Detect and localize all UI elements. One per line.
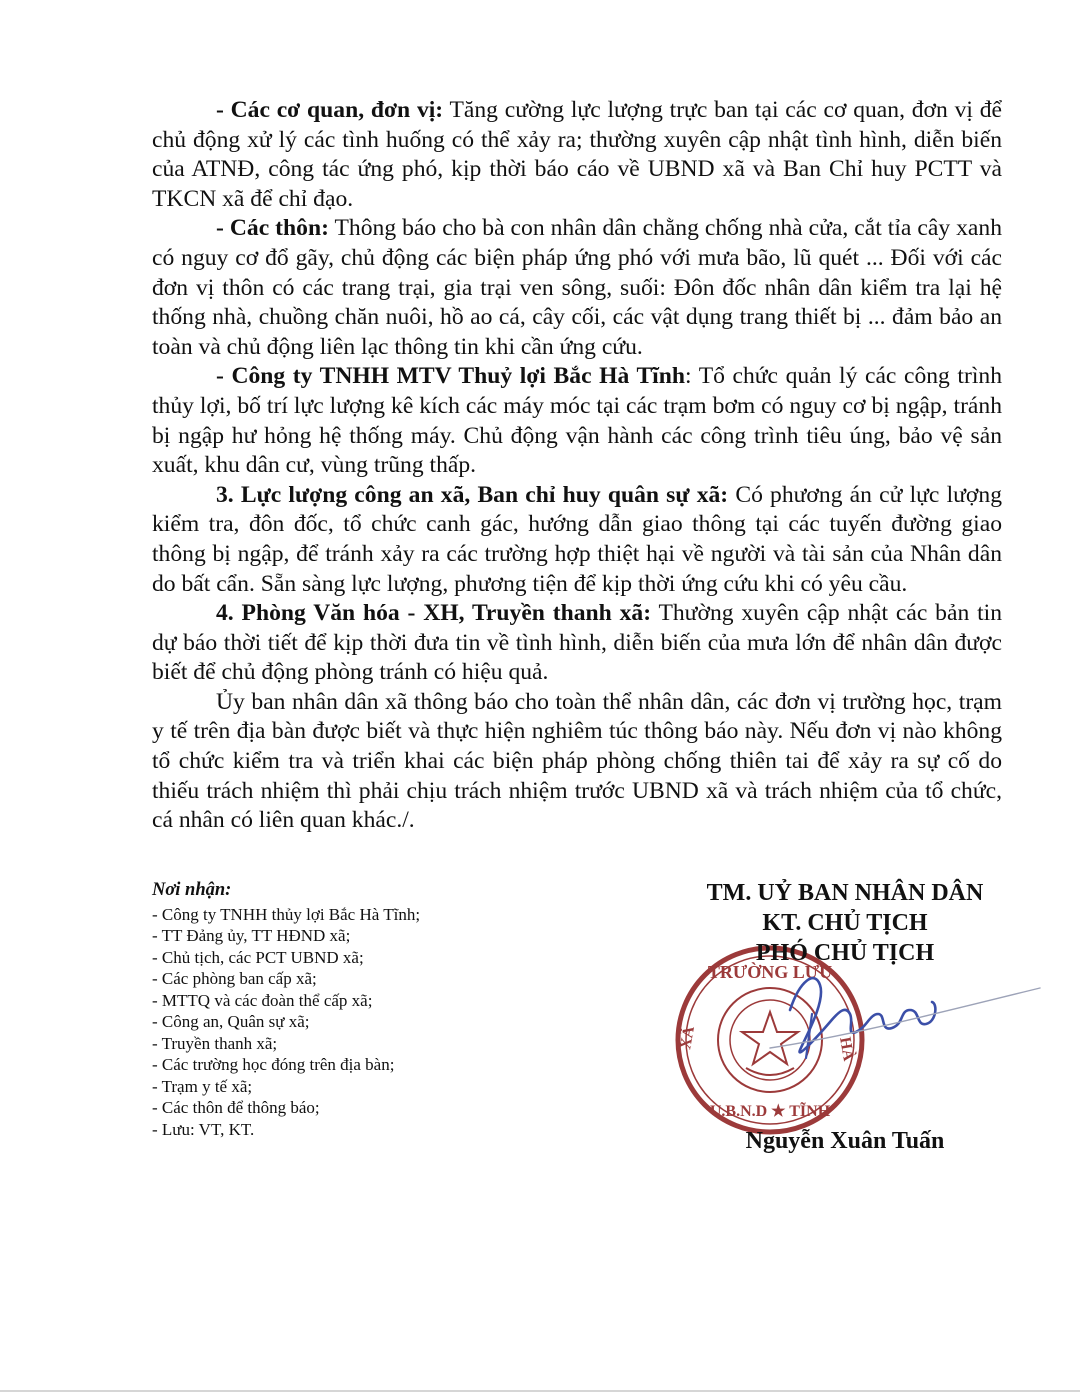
paragraph-van-hoa [152,599,1002,688]
recipient-item: - Các trường học đóng trên địa bàn; [152,1055,395,1074]
recipient-item: - Trạm y tế xã; [152,1076,253,1096]
recipients-heading: Nơi nhận: [152,880,232,900]
svg-text:HÀ: HÀ [836,1035,857,1063]
recipient-item: - Các phòng ban cấp xã; [152,969,317,988]
recipient-item: - Lưu: VT, KT. [152,1119,255,1139]
signature-title-line-3: PHÓ CHỦ TỊCH [755,940,935,966]
paragraph-closing [152,688,1002,836]
paragraph-heading: 3. Lực lượng công an xã, Ban chỉ huy quân sự xã: [216,481,729,508]
paragraph-heading: - Các thôn: [216,215,329,242]
recipient-item: - Công an, Quân sự xã; [152,1012,310,1031]
paragraph-cac-thon [152,214,1002,362]
recipient-item: - TT Đảng ủy, TT HĐND xã; [152,926,351,945]
paragraph-heading: - Công ty TNHH MTV Thuỷ lợi Bắc Hà Tĩnh [216,363,685,390]
signature-title-line-2: KT. CHỦ TỊCH [762,910,928,936]
svg-text:XÃ: XÃ [677,1024,698,1051]
recipient-item: - Truyền thanh xã; [152,1033,278,1053]
paragraph-body: Tăng cường lực lượng trực ban tại các cơ quan, đơn vị để chủ động xử lý các tình huống có thể xảy ra; thường xuyên cập nhật tình hình, diễn biến của ATNĐ, công tác ứng phó, kịp thời báo cáo về UBND xã và Ban Chỉ huy PCTT và TKCN xã để chỉ đạo. [152,97,1002,212]
recipient-item: - Chủ tịch, các PCT UBND xã; [152,947,364,967]
page-edge-divider [0,1390,1080,1392]
paragraph-body: Có phương án cử lực lượng kiểm tra, đôn đốc, tổ chức canh gác, hướng dẫn giao thông tại các tuyến đường giao thông bị ngập, để tránh xảy ra các trường hợp thiệt hại về người và tài sản của Nhân dân do bất cẩn. Sẵn sàng lực lượng, phương tiện để kịp thời ứng cứu khi có yêu cầu. [152,481,1002,597]
paragraph-body: Thường xuyên cập nhật các bản tin dự báo thời tiết để kịp thời đưa tin về tình hình, diễn biến của mưa lớn để nhân dân được biết để chủ động phòng tránh có hiệu quả. [152,600,1002,686]
recipient-item: - MTTQ và các đoàn thể cấp xã; [152,990,373,1010]
signer-name: Nguyễn Xuân Tuấn [745,1128,945,1154]
paragraph-body: Ủy ban nhân dân xã thông báo cho toàn thể nhân dân, các đơn vị trường học, trạm y tế trên địa bàn được biết và thực hiện nghiêm túc thông báo này. Nếu đơn vị nào không tổ chức kiểm tra và triển khai các biện pháp phòng chống thiên tai để xảy ra sự cố do thiếu trách nhiệm thì phải chịu trách nhiệm trước UBND xã và trách nhiệm của tổ chức, cá nhân có liên quan khác./. [152,688,1002,834]
body-text [152,96,1002,836]
signature-title-block [660,878,1030,968]
paragraph-body: Thông báo cho bà con nhân dân chằng chống nhà cửa, cắt tỉa cây xanh có nguy cơ đổ gãy, chủ động các biện pháp ứng phó với mưa bão, lũ quét ... Đối với các đơn vị thôn có các trang trại, gia trại ven sông, suối: Đôn đốc nhân dân kiểm tra lại hệ thống nhà, chuồng chăn nuôi, hồ ao cá, cây cối, các vật dụng trang thiết bị ... đảm bảo an toàn và chủ động liên lạc thông tin khi cần ứng cứu. [152,215,1002,360]
recipients-block [152,880,612,1140]
recipient-item: - Công ty TNHH thủy lợi Bắc Hà Tĩnh; [152,904,421,924]
svg-text:TRƯỜNG LƯU: TRƯỜNG LƯU [707,962,833,982]
paragraph-cong-ty [152,362,1002,480]
svg-text:U.B.N.D ★ TĨNH: U.B.N.D ★ TĨNH [709,1103,831,1120]
recipients-list [152,904,612,1141]
paragraph-heading: 4. Phòng Văn hóa - XH, Truyền thanh xã: [216,600,652,627]
signature-title-line-1: TM. UỶ BAN NHÂN DÂN [706,880,984,906]
paragraph-cong-an [152,481,1002,599]
paragraph-body: : Tổ chức quản lý các công trình thủy lợi, bố trí lực lượng kê kích các máy móc tại các trạm bơm có nguy cơ bị ngập, tránh bị ngập hư hỏng hệ thống máy. Chủ động vận hành các công trình tiêu úng, bảo vệ sản xuất, khu dân cư, vùng trũng thấp. [152,363,1002,479]
paragraph-heading: - Các cơ quan, đơn vị: [216,97,444,123]
paragraph-co-quan [152,96,1002,214]
recipient-item: - Các thôn để thông báo; [152,1098,320,1117]
